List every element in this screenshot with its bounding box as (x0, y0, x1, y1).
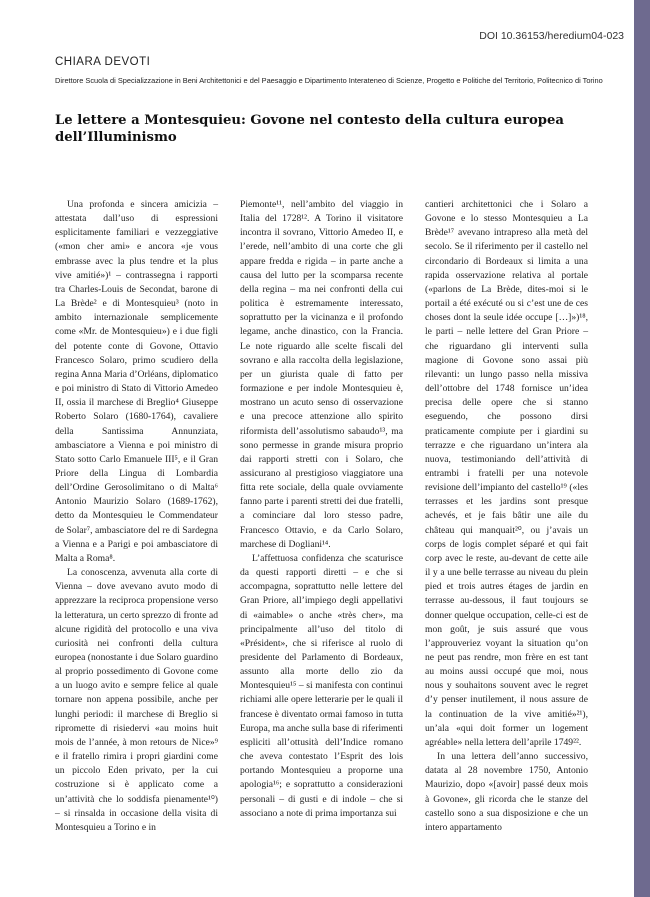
text-column-1 (55, 198, 218, 835)
paragraph: L’affettuosa confidenza che scaturisce da questi rapporti diretti – e che si accompagna, soprattutto nelle lettere del Gran Priore, all’impiego degli appellativi di «aimable» o anche «très cher», ma principalmente all’uso del titolo di «Président», che si riferisce al ruolo di presidente del Parlamento di Bordeaux, assunto alla morte dello zio da Montesquieu¹⁵ – si manifesta con continui richiami alle opere letterarie per le quali il francese è diventato ormai famoso in tutta Europa, ma anche sulla base di riferimenti espliciti all’ottusità dell’Indice romano che aveva contestato l’Esprit des lois portando Montesquieu a proporne una apologia¹⁶; e soprattutto a considerazioni personali – di gusti e di indole – che si associano a note di prima importanza sui (240, 552, 403, 819)
author-affiliation: Direttore Scuola di Specializzazione in Beni Architettonici e del Paesaggio e Dipartimento Interateneo di Scienze, Progetto e Politiche del Territorio, Politecnico di Torino (55, 76, 603, 85)
paragraph: Piemonte¹¹, nell’ambito del viaggio in Italia del 1728¹². A Torino il visitatore incontra il sovrano, Vittorio Amedeo II, e l’erede, nell’ambito di una corte che gli appare fredda e rigida – in parte anche a causa del lutto per la scomparsa recente della regina – ma nei confronti della cui politica è estremamente interessato, soprattutto per la vicinanza e il profondo legame, anche dinastico, con la Francia. Le note riguardo alle scelte fiscali del sovrano e alla raccolta della legislazione, per un giurista quale di fatto per formazione e per indole Montesquieu è, mostrano un acuto senso di osservazione e una precoce attenzione allo spirito riformista dell’assolutismo sabaudo¹³, ma sono permesse in grande misura proprio dai rapporti stretti con i Solaro, che assicurano al prestigioso viaggiatore una fitta rete sociale, della quale ovviamente fanno parte i parenti stretti dei due fratelli, a cominciare dal loro stesso padre, Francesco Ottavio, e da Carlo Solaro, marchese di Dogliani¹⁴. (240, 199, 403, 550)
paragraph: Una profonda e sincera amicizia – attestata dall’uso di espressioni esplicitamente familiari e vezzeggiative («mon cher ami» e ancora «je vous embrasse avec la plus tendre et la plus vive amitié»)¹ – contrassegna i rapporti tra Charles-Louis de Secondat, barone di La Brède² e di Montesquieu³ (noto in ambito internazionale semplicemente come «Mr. de Montesquieu») e i due figli del potente conte di Govone, Ottavio Francesco Solaro, primo scudiero della regina Anna Maria d’Orléans, diplomatico e poi ministro di Stato di Vittorio Amedeo II, ossia il marchese di Breglio⁴ Giuseppe Roberto Solaro (1680-1764), cavaliere della Santissima Annunziata, ambasciatore a Vienna e poi ministro di Stato sotto Carlo Emanuele III⁵, e il Gran Priore della Lingua di Lombardia dell’Ordine Gerosolimitano o di Malta⁶ Antonio Maurizio Solaro (1689-1762), detto da Montesquieu le Commendateur de Solar⁷, ambasciatore del re di Sardegna a Vienna e a Parigi e poi ambasciatore di Malta a Roma⁸. (55, 199, 218, 564)
text-column-3 (425, 198, 588, 835)
paragraph: cantieri architettonici che i Solaro a Govone e lo stesso Montesquieu a La Brède¹⁷ avevano intrapreso alla metà del secolo. Se il riferimento per il castello nel circondario di Bordeaux si limita a una rapida osservazione relativa al portale («parlons de La Brède, dites-moi si le portail a été exécuté ou si c’est une de ces choses dont la seule idée occupe […]»)¹⁸, le parti – nelle lettere del Gran Priore – che riguardano gli interventi sulla magione di Govone sono assai più rilevanti: un lungo passo nella missiva dell’ottobre del 1748 fornisce un’idea precisa delle opere che si stanno eseguendo, che possono dirsi praticamente compiute per i giardini su terrazze e che riguardano un’intera ala nuova, testimoniando dell’attività di entrambi i fratelli per una notevole revisione dell’impianto del castello¹⁹ («les terrasses et les jardins sont presque achevés, et je fais bâtir une aile du château qui manquait²⁰, ou j’avais un corps de logis complet séparé et qui fait corp avec le reste, au-devant de cette aile il y a une belle terrasse au niveau du plein pied et trois autres étages de jardin en terrasse au-dessous, il faut toujours se donner quelque occupation, celle-ci est de mon goût, je suis assuré que vous l’approuveriez voyant la situation qu’on ne peut pas rendre, mon frère en est tant au moins aussi occupé que moi, nous nous y souhaitons souvent avec le regret d’y penser inutilement, il nous assure de la continuation de la vive amitié»²¹), un’ala «qui doit former un logement agréable» nella lettera dell’aprile 1749²². (425, 199, 588, 748)
paragraph: La conoscenza, avvenuta alla corte di Vienna – dove avevano avuto modo di apprezzare la reciproca propensione verso la letteratura, un certo sprezzo di fronte ad alcune rigidità del protocollo e una viva curiosità nei confronti della cultura europea (nonostante i due Solaro guardino al proprio possedimento di Govone come a un luogo avito e sempre felice al quale tornare non appena possibile, anche per lunghi periodi: il marchese di Breglio si ripromette di risiedervi «au moins huit mois de l’année, à mon retours de Nice»⁹ e il fratello rimira i propri giardini come un piccolo Eden privato, per la cui costruzione si è applicato come a un’attività che lo soddisfa pienamente¹⁰) – si rinsalda in occasione della visita di Montesquieu a Torino e in (55, 567, 218, 833)
author-name: CHIARA DEVOTI (55, 56, 151, 68)
text-column-2 (240, 198, 403, 821)
doi-header: DOI 10.36153/heredium04-023 (479, 30, 624, 42)
paragraph: In una lettera dell’anno successivo, datata al 28 novembre 1750, Antonio Maurizio, dopo «[avoir] passé deux mois à Govone», gli ricorda che le stanze del castello sono a sua disposizione e che un intero appartamento (425, 751, 588, 833)
page-edge-color-bar (634, 0, 650, 897)
article-title: Le lettere a Montesquieu: Govone nel contesto della cultura europea dell’Illuminismo (55, 113, 564, 145)
